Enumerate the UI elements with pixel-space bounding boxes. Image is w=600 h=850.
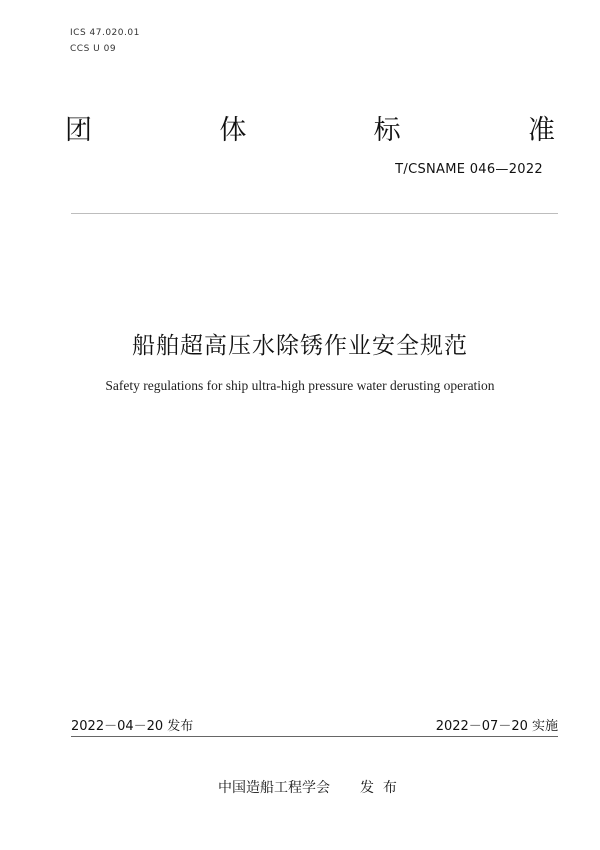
title-english: Safety regulations for ship ultra-high pressure water derusting operation [105,378,495,393]
top-divider [71,213,558,214]
standard-number: T/CSNAME 046—2022 [395,162,543,177]
standard-type-char: 标 [373,115,401,146]
standard-type-heading [65,114,555,148]
publish-label: 发 布 [360,780,397,796]
standard-type-char: 体 [219,115,247,146]
publisher-name: 中国造船工程学会 [218,780,330,796]
bottom-divider [71,736,558,737]
implementation-date: 2022－07－20 实施 [435,719,558,734]
standard-type-char: 团 [65,115,92,146]
ics-code: ICS 47.020.01 [70,28,140,38]
standard-type-char: 准 [527,115,555,146]
title-chinese: 船舶超高压水除锈作业安全规范 [132,333,468,359]
ccs-code: CCS U 09 [70,44,117,54]
issue-date: 2022－04－20 发布 [71,719,194,734]
